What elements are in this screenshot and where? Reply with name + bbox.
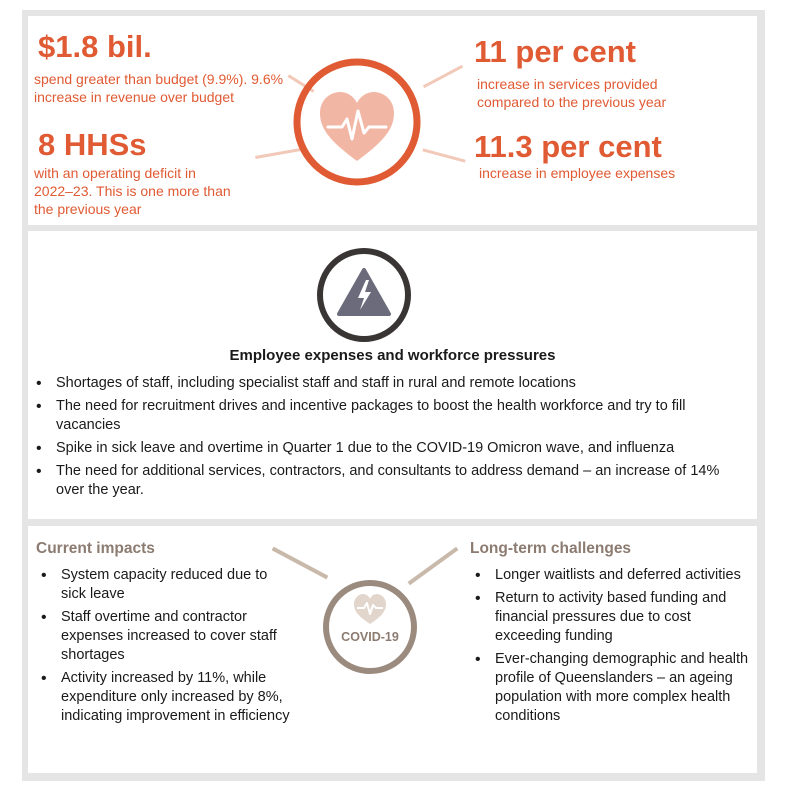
spend-value: $1.8 bil. [38, 29, 152, 64]
list-item: • Spike in sick leave and overtime in Quarter 1 due to the COVID-19 Omicron wave, and influenza [32, 439, 744, 458]
covid-panel [28, 526, 757, 773]
list-item: • Staff overtime and contractor expenses increased to cover staff shortages [37, 608, 293, 665]
employee-desc: increase in employee expenses [479, 165, 676, 181]
services-desc: increase in services provided compared to the previous year [477, 76, 667, 110]
hhs-desc: with an operating deficit in 2022–23. This is one more than the previous year [34, 165, 231, 217]
long-term-heading: Long-term challenges [470, 540, 632, 557]
list-item: • Longer waitlists and deferred activities [471, 566, 749, 585]
list-item: • System capacity reduced due to sick leave [37, 566, 293, 604]
current-impacts-heading: Current impacts [36, 540, 155, 557]
covid-heart-icon [321, 578, 419, 676]
workforce-heading: Employee expenses and workforce pressures [229, 347, 556, 364]
employee-value: 11.3 per cent [474, 129, 662, 164]
list-item: • Ever-changing demographic and health profile of Queenslanders – an ageing population with more complex health conditions [471, 650, 749, 726]
warning-triangle-icon [315, 246, 413, 344]
heart-pulse-icon [290, 55, 424, 189]
long-term-list [471, 566, 749, 730]
list-item: • The need for recruitment drives and incentive packages to boost the health workforce and try to fill vacancies [32, 397, 744, 435]
list-item: • Return to activity based funding and financial pressures due to cost exceeding funding [471, 589, 749, 646]
ray-top-right [423, 65, 463, 88]
list-item: • Shortages of staff, including specialist staff and staff in rural and remote locations [32, 374, 744, 393]
covid-badge: COVID-19 [341, 630, 399, 644]
hhs-value: 8 HHSs [38, 127, 147, 162]
list-item: • Activity increased by 11%, while expenditure only increased by 8%, indicating improvement in efficiency [37, 669, 293, 726]
key-stats-panel [28, 16, 757, 225]
workforce-list [32, 374, 744, 504]
services-value: 11 per cent [474, 34, 636, 69]
spend-desc: spend greater than budget (9.9%). 9.6% increase in revenue over budget [34, 71, 284, 105]
ray-bottom-right [422, 148, 465, 162]
workforce-panel [28, 231, 757, 519]
current-impacts-list [37, 566, 293, 730]
list-item: • The need for additional services, contractors, and consultants to address demand – an increase of 14% over the year. [32, 462, 744, 500]
